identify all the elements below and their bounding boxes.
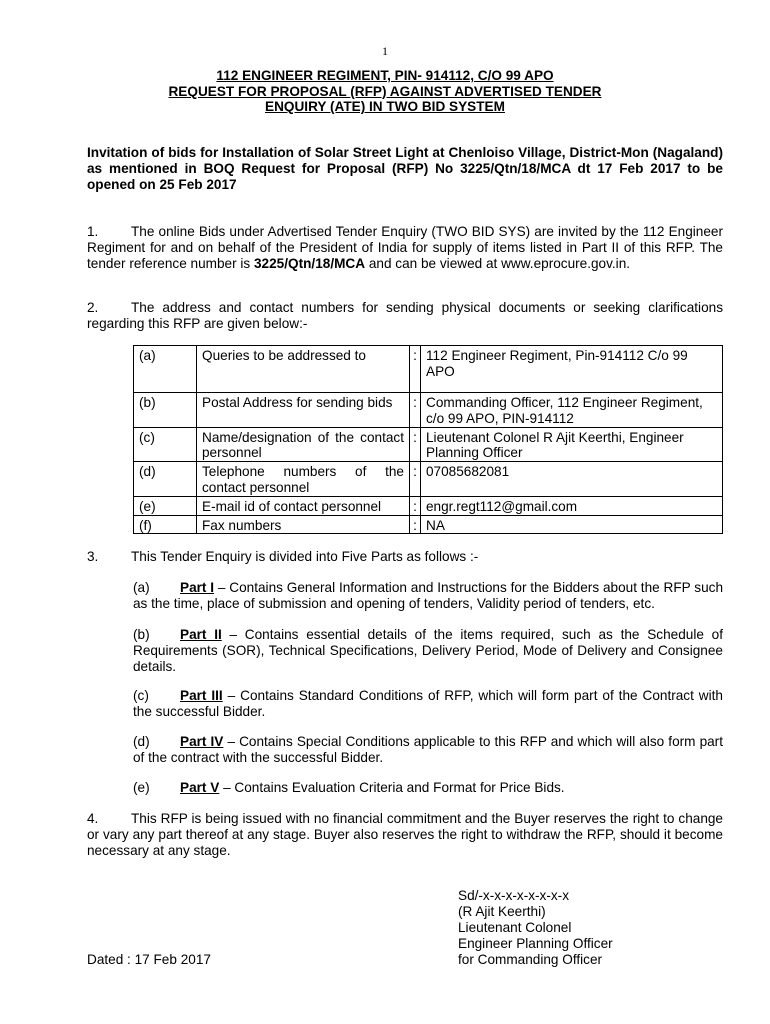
part-label: (d) — [133, 734, 150, 749]
row-separator: : — [410, 346, 421, 393]
paragraph-3 — [87, 549, 723, 565]
part-name: Part V — [180, 780, 220, 795]
row-separator: : — [410, 515, 421, 534]
signature-line: Sd/-x-x-x-x-x-x-x-x — [458, 888, 569, 903]
part-name: Part IV — [180, 734, 224, 749]
table-row — [134, 427, 723, 462]
paragraph-2 — [87, 300, 723, 332]
row-field: E-mail id of contact personnel — [197, 496, 410, 515]
row-value: engr.regt112@gmail.com — [421, 496, 723, 515]
title-line-3: ENQUIRY (ATE) IN TWO BID SYSTEM — [265, 99, 505, 114]
row-value: Lieutenant Colonel R Ajit Keerthi, Engineer Planning Officer — [421, 427, 723, 462]
row-value: Commanding Officer, 112 Engineer Regiment, c/o 99 APO, PIN-914112 — [421, 393, 723, 428]
paragraph-number: 2. — [87, 300, 99, 315]
part-label: (b) — [133, 627, 150, 642]
paragraph-4 — [87, 811, 723, 860]
row-field: Postal Address for sending bids — [197, 393, 410, 428]
contact-table — [133, 345, 723, 534]
part-item — [133, 780, 723, 796]
row-label: (d) — [134, 462, 197, 497]
row-label: (a) — [134, 346, 197, 393]
paragraph-text: and can be viewed at www.eprocure.gov.in. — [365, 256, 631, 272]
page-number: 1 — [382, 44, 388, 58]
signatory-name: (R Ajit Keerthi) — [458, 903, 546, 919]
row-label: (f) — [134, 515, 197, 534]
row-value: 112 Engineer Regiment, Pin-914112 C/o 99 APO — [421, 346, 723, 393]
row-value: NA — [421, 515, 723, 534]
part-label: (c) — [133, 688, 149, 703]
row-separator: : — [410, 427, 421, 462]
row-separator: : — [410, 462, 421, 497]
document-title — [100, 68, 670, 115]
paragraph-number: 1. — [87, 224, 99, 239]
table-row — [134, 462, 723, 497]
row-separator: : — [410, 393, 421, 428]
part-description: – Contains Special Conditions applicable to this RFP and which will also form part of the contract with the successful Bidder. — [133, 734, 723, 766]
tender-reference: 3225/Qtn/18/MCA — [254, 256, 366, 272]
row-label: (b) — [134, 393, 197, 428]
title-line-1: 112 ENGINEER REGIMENT, PIN- 914112, C/O 99 APO — [216, 68, 554, 83]
part-description: – Contains General Information and Instructions for the Bidders about the RFP such as the time, place of submission and opening of tenders, Validity period of tenders, etc. — [133, 580, 724, 612]
part-name: Part II — [180, 627, 222, 642]
row-separator: : — [410, 496, 421, 515]
signatory-designation: Engineer Planning Officer — [458, 935, 613, 951]
paragraph-text: The address and contact numbers for sending physical documents or seeking clarifications regarding this RFP are given below:- — [87, 300, 723, 332]
paragraph-number: 3. — [87, 549, 99, 564]
table-row — [134, 496, 723, 515]
paragraph-number: 4. — [87, 811, 99, 826]
date-line: Dated : 17 Feb 2017 — [87, 952, 211, 967]
part-name: Part I — [180, 580, 215, 595]
row-label: (e) — [134, 496, 197, 515]
title-line-2: REQUEST FOR PROPOSAL (RFP) AGAINST ADVERTISED TENDER — [168, 83, 602, 99]
part-item — [133, 688, 723, 720]
paragraph-1 — [87, 224, 723, 273]
table-row — [134, 515, 723, 534]
row-field: Name/designation of the contact personnel — [197, 427, 410, 462]
part-name: Part III — [180, 688, 223, 703]
row-field: Queries to be addressed to — [197, 346, 410, 393]
part-item — [133, 580, 723, 612]
invitation-heading: Invitation of bids for Installation of Solar Street Light at Chenloiso Village, District-Mon (Nagaland) as mentioned in BOQ Request for Proposal (RFP) No 3225/Qtn/18/MCA dt 17 Feb 2017 to be opened on 25 Feb 2017 — [87, 145, 723, 193]
paragraph-text: This RFP is being issued with no financial commitment and the Buyer reserves the right to change or vary any part thereof at any stage. Buyer also reserves the right to withdraw the RFP, should it become necessary at any stage. — [87, 811, 723, 859]
row-field: Telephone numbers of the contact personnel — [197, 462, 410, 497]
row-value: 07085682081 — [421, 462, 723, 497]
part-description: – Contains Evaluation Criteria and Format for Price Bids. — [219, 780, 565, 795]
paragraph-text: The online Bids under Advertised Tender Enquiry (TWO BID SYS) are invited by the 112 Engineer Regiment for and on behalf of the President of India for supply of items listed in Part II of this RFP. The tender reference number is — [87, 224, 723, 272]
part-item — [133, 734, 723, 766]
part-description: – Contains Standard Conditions of RFP, which will form part of the Contract with the successful Bidder. — [133, 688, 723, 720]
row-label: (c) — [134, 427, 197, 462]
part-description: – Contains essential details of the items required, such as the Schedule of Requirements (SOR), Technical Specifications, Delivery Period, Mode of Delivery and Consignee details. — [133, 627, 723, 675]
paragraph-text: This Tender Enquiry is divided into Five Parts as follows :- — [131, 549, 479, 564]
signature-block — [458, 888, 613, 968]
signatory-rank: Lieutenant Colonel — [458, 919, 572, 935]
signatory-on-behalf: for Commanding Officer — [458, 951, 603, 967]
part-label: (e) — [133, 780, 150, 795]
table-row — [134, 393, 723, 428]
table-row — [134, 346, 723, 393]
row-field: Fax numbers — [197, 515, 410, 534]
part-label: (a) — [133, 580, 150, 595]
part-item — [133, 627, 723, 676]
